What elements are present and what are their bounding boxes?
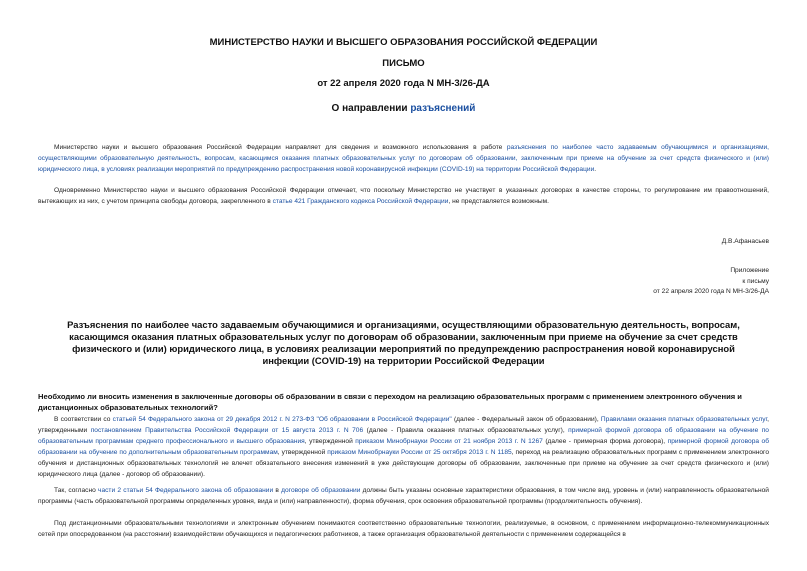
paragraph-1-text-2: .	[594, 166, 597, 173]
paragraph-1	[38, 142, 769, 175]
education-contract-link[interactable]: договоре об образовании	[281, 487, 361, 494]
question-1: Необходимо ли вносить изменения в заключенные договоры об образовании в связи с переходом на реализацию образовательных программ с применением электронного обучения и дистанционных образовательных технологий?	[38, 392, 742, 412]
sample-contract-form-link[interactable]: примерной формой договора об образовании на обучение по образовательным программам среднего профессионального и высшего образования	[38, 427, 769, 445]
appendix-line-1: Приложение	[730, 267, 769, 274]
paragraph-2-text-1: Одновременно Министерство науки и высшего образования Российской Федерации отмечает, что поскольку Министерство не участвует в указанных договорах в качестве стороны, то регулирование им правоотношений, вытекающих из них, с учетом принципа свободы договора, закрепленного в	[38, 187, 769, 205]
paragraph-5-text-1: Под дистанционными образовательными технологиями и электронным обучением понимаются соответственно образовательные технологии, реализуемые, в основном, с применением информационно-телекоммуникационных сетей при опосредованном (на расстоянии) взаимодействии обучающихся и педагогических работников, а также организация образовательной деятельности с применением содержащейся в	[38, 520, 769, 538]
paragraph-3-text-7: , утвержденной	[277, 449, 328, 456]
paragraph-1-text-1: Министерство науки и высшего образования Российской Федерации направляет для сведения и возможного использования в работе	[54, 144, 507, 151]
appendix-title: Разъяснения по наиболее часто задаваемым обучающимися и организациями, осуществляющими образовательную деятельность, вопросам, касающимся оказания платных образовательных услуг по договорам об образовании, заключенным при приеме на обучение за счет средств физического и (или) юридического лица, в условиях реализации мероприятий по предупреждению распространения новой коронавирусной инфекции (COVID-19) на территории Российской Федерации	[67, 319, 740, 366]
paragraph-2-text-2: , не представляется возможным.	[448, 198, 549, 205]
appendix-block	[653, 266, 769, 298]
paragraph-4-text-1: Так, согласно	[54, 487, 99, 494]
paragraph-4-text-3: должны быть указаны основные характеристики образования, в том числе вид, уровень и (или) направленность образовательной программы (часть образовательной программы определенных уровня, вида и (или) направленности), форма обучения, срок освоения образовательной программы (продолжительность обучения).	[38, 487, 769, 505]
paid-services-rules-link[interactable]: Правилами оказания платных образовательных услуг	[600, 416, 768, 423]
document-subject	[0, 103, 807, 114]
order-1267-link[interactable]: приказом Минобрнауки России от 21 ноября 2013 г. N 1267	[355, 438, 543, 445]
order-1185-link[interactable]: приказом Минобрнауки России от 25 октября 2013 г. N 1185	[327, 449, 512, 456]
law-273-article-54-link[interactable]: статьей 54 Федерального закона от 29 декабря 2012 г. N 273-ФЗ "Об образовании в Российской Федерации"	[112, 416, 452, 423]
paragraph-3	[38, 414, 769, 480]
paragraph-3-text-6: (далее - примерная форма договора),	[542, 438, 668, 445]
appendix-line-2: к письму	[742, 277, 769, 285]
paragraph-3-text-3: , утвержденными	[38, 416, 769, 434]
subject-link[interactable]: разъяснений	[410, 103, 476, 114]
government-decree-706-link[interactable]: постановлением Правительства Российской Федерации от 15 августа 2013 г. N 706	[90, 427, 364, 434]
article-54-part-2-link[interactable]: части 2 статьи 54 Федерального закона об образовании	[98, 487, 274, 494]
paragraph-4	[38, 485, 769, 507]
civil-code-article-421-link[interactable]: статье 421 Гражданского кодекса Российской Федерации	[272, 198, 449, 205]
signature: Д.В.Афанасьев	[721, 238, 769, 245]
appendix-line-3: от 22 апреля 2020 года N МН-3/26-ДА	[653, 288, 769, 295]
paragraph-3-text-4: (далее - Правила оказания платных образовательных услуг),	[363, 427, 569, 434]
paragraph-3-text-5: , утвержденной	[304, 438, 356, 445]
document-type: ПИСЬМО	[382, 58, 425, 69]
paragraph-2	[38, 185, 769, 207]
paragraph-4-text-2: в	[273, 487, 282, 494]
subject-prefix: О направлении	[331, 103, 411, 114]
paragraph-3-text-1: В соответствии со	[54, 416, 113, 423]
document-date: от 22 апреля 2020 года N МН-3/26-ДА	[317, 78, 490, 89]
paragraph-5	[38, 518, 769, 540]
paragraph-3-text-8: , переход на реализацию образовательных программ с применением электронного обучения и дистанционных образовательных технологий не влечет обязательного внесения изменений в уже действующие договоры об образовании, заключенные при приеме на обучение за счет средств физического и (или) юридического лица (далее - договор об образовании).	[38, 449, 769, 478]
ministry-heading: МИНИСТЕРСТВО НАУКИ И ВЫСШЕГО ОБРАЗОВАНИЯ РОССИЙСКОЙ ФЕДЕРАЦИИ	[209, 37, 598, 48]
additional-programs-contract-form-link[interactable]: примерной формой договора об образовании на обучение по дополнительным образовательным программам	[38, 438, 770, 456]
clarifications-link[interactable]: разъяснения по наиболее часто задаваемым обучающимися и организациями, осуществляющими образовательную деятельность, вопросам, касающимся оказания платных образовательных услуг по договорам об образовании, заключенным при приеме на обучение за счет средств физического и (или) юридического лица, в условиях реализации мероприятий по предупреждению распространения новой коронавирусной инфекции (COVID-19) на территории Российской Федерации	[38, 144, 769, 173]
paragraph-3-text-2: (далее - Федеральный закон об образовании),	[451, 416, 601, 423]
